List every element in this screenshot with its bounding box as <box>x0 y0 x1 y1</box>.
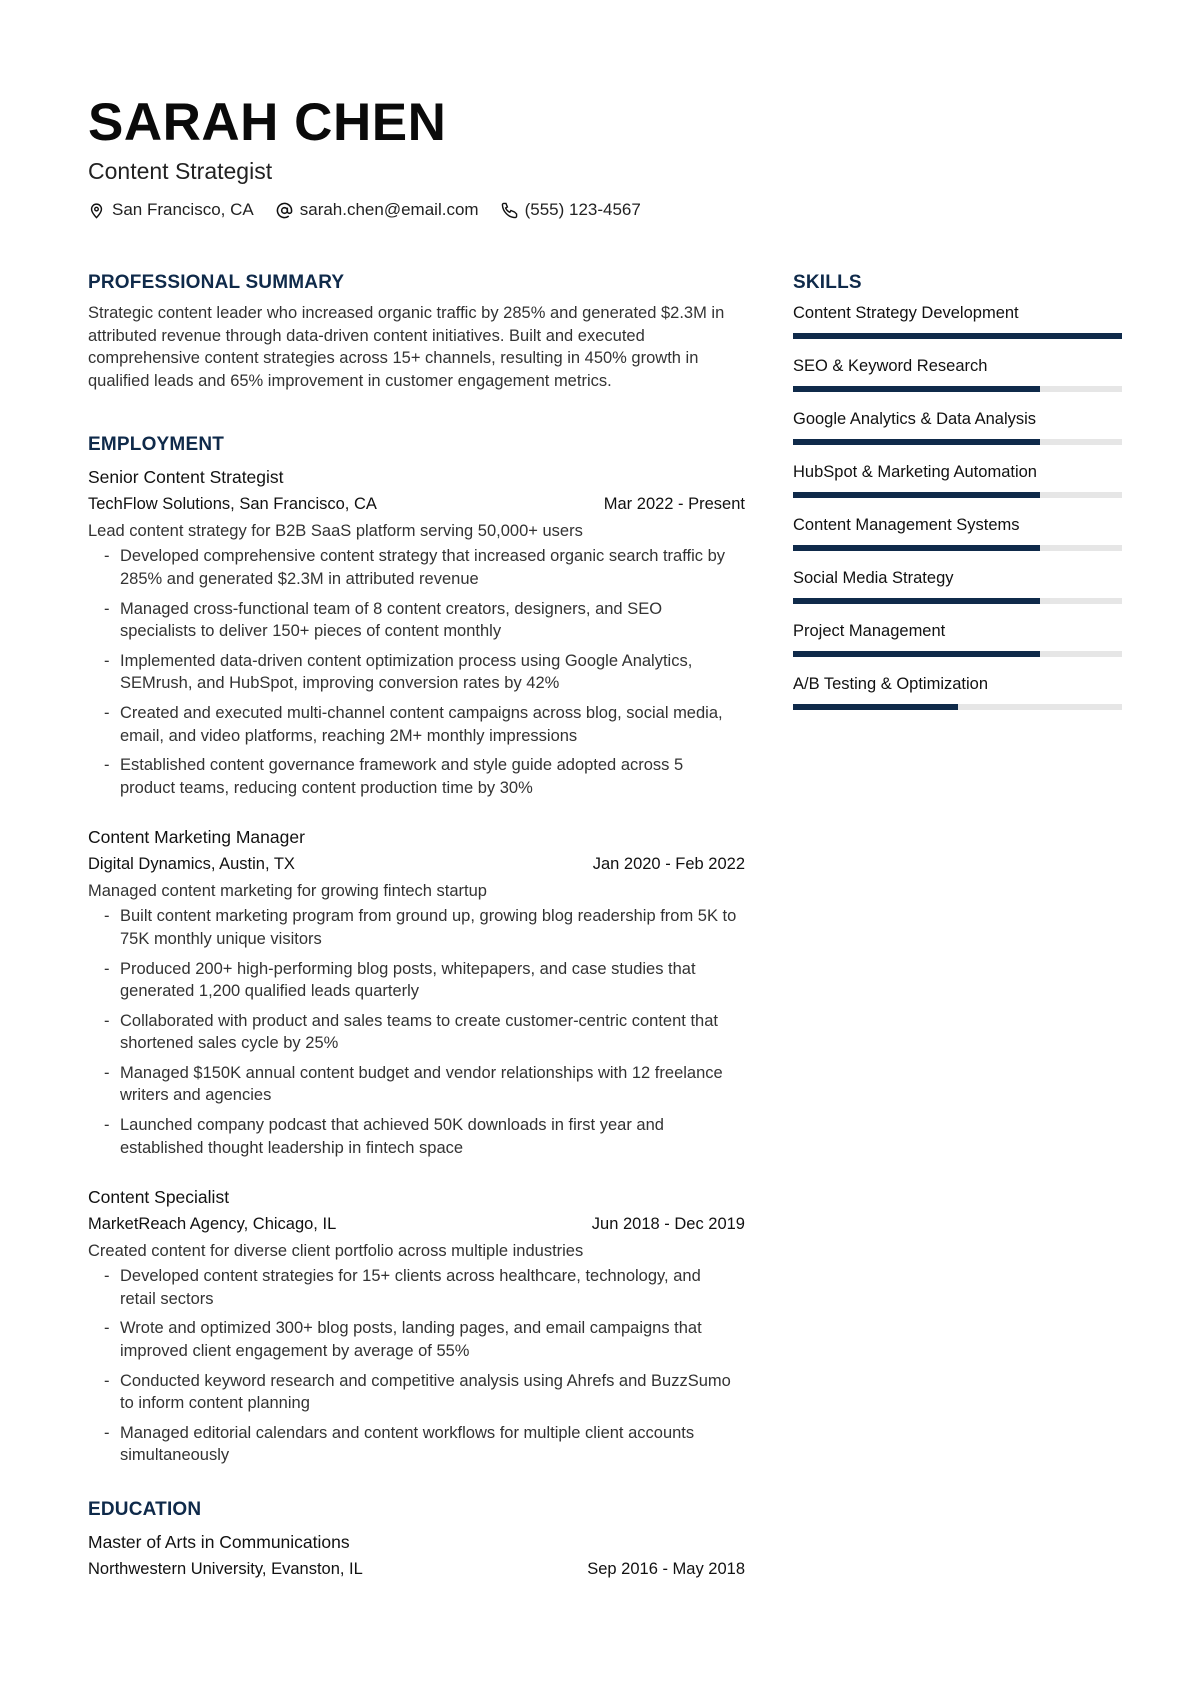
skill-level-fill <box>793 492 1040 498</box>
skill-level-fill <box>793 439 1040 445</box>
sidebar <box>793 272 1122 722</box>
job-bullet: - Developed comprehensive content strategy that increased organic search traffic by 285% and generated $2.3M in attributed revenue <box>88 545 745 590</box>
summary-text: Strategic content leader who increased organic traffic by 285% and generated $2.3M in attributed revenue through data-driven content initiatives. Built and executed comprehensive content strategies across 15+ channels, resulting in 450% growth in qualified leads and 65% improvement in customer engagement metrics. <box>88 304 725 390</box>
skill-label: SEO & Keyword Research <box>793 357 988 375</box>
job-bullet: - Launched company podcast that achieved 50K downloads in first year and established thought leadership in fintech space <box>88 1114 745 1159</box>
job-dates: Jan 2020 - Feb 2022 <box>592 855 745 874</box>
section-heading: EDUCATION <box>88 1499 202 1520</box>
job-description: Managed content marketing for growing fintech startup <box>88 882 487 901</box>
candidate-name: SARAH CHEN <box>88 93 447 152</box>
skill-level-fill <box>793 386 1040 392</box>
job-entry <box>88 824 745 1159</box>
skill-level-bar <box>793 598 1122 604</box>
job-bullets <box>88 545 745 799</box>
job-bullet: - Managed $150K annual content budget and vendor relationships with 12 freelance writers and agencies <box>88 1062 745 1107</box>
school: Northwestern University, Evanston, IL <box>88 1560 363 1578</box>
skill-item <box>793 616 1122 669</box>
skill-level-bar <box>793 386 1122 392</box>
education-dates: Sep 2016 - May 2018 <box>587 1560 745 1578</box>
job-description: Created content for diverse client portfolio across multiple industries <box>88 1242 584 1261</box>
skill-item <box>793 404 1122 457</box>
job-dates: Jun 2018 - Dec 2019 <box>591 1215 745 1234</box>
skill-label: Content Strategy Development <box>793 304 1019 322</box>
job-position: Content Marketing Manager <box>88 827 305 848</box>
job-entry <box>88 1184 745 1467</box>
degree: Master of Arts in Communications <box>88 1532 350 1552</box>
employment-section <box>88 434 745 1467</box>
job-title: Content Strategist <box>88 158 273 184</box>
job-bullet: - Managed editorial calendars and content workflows for multiple client accounts simultaneously <box>88 1422 745 1467</box>
skill-level-bar <box>793 704 1122 710</box>
skill-level-fill <box>793 598 1040 604</box>
job-bullet: - Conducted keyword research and competitive analysis using Ahrefs and BuzzSumo to inform content planning <box>88 1370 745 1415</box>
job-bullet: - Managed cross-functional team of 8 content creators, designers, and SEO specialists to deliver 150+ pieces of content monthly <box>88 598 745 643</box>
job-company: TechFlow Solutions, San Francisco, CA <box>88 495 377 514</box>
skill-level-bar <box>793 492 1122 498</box>
summary-section <box>88 272 745 392</box>
education-section <box>88 1499 745 1583</box>
skill-item <box>793 510 1122 563</box>
skill-item <box>793 563 1122 616</box>
job-bullet: - Established content governance framework and style guide adopted across 5 product teams, reducing content production time by 30% <box>88 754 745 799</box>
job-entry <box>88 464 745 799</box>
main-column <box>88 272 745 1625</box>
job-bullet: - Wrote and optimized 300+ blog posts, landing pages, and email campaigns that improved client engagement by average of 55% <box>88 1317 745 1362</box>
skill-label: A/B Testing & Optimization <box>793 675 989 693</box>
location-text: San Francisco, CA <box>112 200 254 219</box>
section-heading: SKILLS <box>793 272 862 293</box>
skill-label: Social Media Strategy <box>793 569 954 587</box>
job-bullet: - Developed content strategies for 15+ clients across healthcare, technology, and retail sectors <box>88 1265 745 1310</box>
job-bullet: - Built content marketing program from ground up, growing blog readership from 5K to 75K monthly unique visitors <box>88 905 745 950</box>
job-description: Lead content strategy for B2B SaaS platform serving 50,000+ users <box>88 522 583 541</box>
job-company: Digital Dynamics, Austin, TX <box>88 855 295 874</box>
job-bullet: - Created and executed multi-channel content campaigns across blog, social media, email, and video platforms, reaching 2M+ monthly impressions <box>88 702 745 747</box>
skill-level-bar <box>793 545 1122 551</box>
map-pin-icon <box>88 202 105 219</box>
skill-level-bar <box>793 651 1122 657</box>
skill-label: HubSpot & Marketing Automation <box>793 463 1037 481</box>
at-icon <box>276 202 293 219</box>
skill-level-bar <box>793 333 1122 339</box>
skill-level-fill <box>793 704 958 710</box>
job-meta <box>88 1211 745 1238</box>
skill-item <box>793 351 1122 404</box>
job-bullet: - Implemented data-driven content optimization process using Google Analytics, SEMrush, and HubSpot, improving conversion rates by 42% <box>88 650 745 695</box>
job-dates: Mar 2022 - Present <box>603 495 745 514</box>
skill-label: Content Management Systems <box>793 516 1020 534</box>
job-bullets <box>88 905 745 1159</box>
section-heading: PROFESSIONAL SUMMARY <box>88 272 345 293</box>
contact-email <box>276 200 479 220</box>
job-company: MarketReach Agency, Chicago, IL <box>88 1215 337 1234</box>
job-position: Content Specialist <box>88 1187 230 1208</box>
phone-text: (555) 123-4567 <box>524 200 641 219</box>
skill-label: Google Analytics & Data Analysis <box>793 410 1037 428</box>
education-row <box>88 1556 745 1583</box>
job-bullets <box>88 1265 745 1467</box>
job-bullet: - Produced 200+ high-performing blog posts, whitepapers, and case studies that generated 1,200 qualified leads quarterly <box>88 958 745 1003</box>
job-meta <box>88 851 745 878</box>
section-heading: EMPLOYMENT <box>88 434 225 456</box>
skill-label: Project Management <box>793 622 946 640</box>
skill-item <box>793 669 1122 722</box>
skill-level-fill <box>793 545 1040 551</box>
contact-info <box>88 200 641 220</box>
contact-location <box>88 200 254 220</box>
job-bullet: - Collaborated with product and sales teams to create customer-centric content that shortened sales cycle by 25% <box>88 1010 745 1055</box>
skill-level-fill <box>793 651 1040 657</box>
skill-level-bar <box>793 439 1122 445</box>
phone-icon <box>501 202 518 219</box>
job-position: Senior Content Strategist <box>88 467 284 488</box>
contact-phone <box>501 200 641 220</box>
skill-item <box>793 457 1122 510</box>
email-link[interactable]: sarah.chen@email.com <box>299 200 479 219</box>
skill-item <box>793 298 1122 351</box>
job-meta <box>88 491 745 518</box>
skill-level-fill <box>793 333 1122 339</box>
